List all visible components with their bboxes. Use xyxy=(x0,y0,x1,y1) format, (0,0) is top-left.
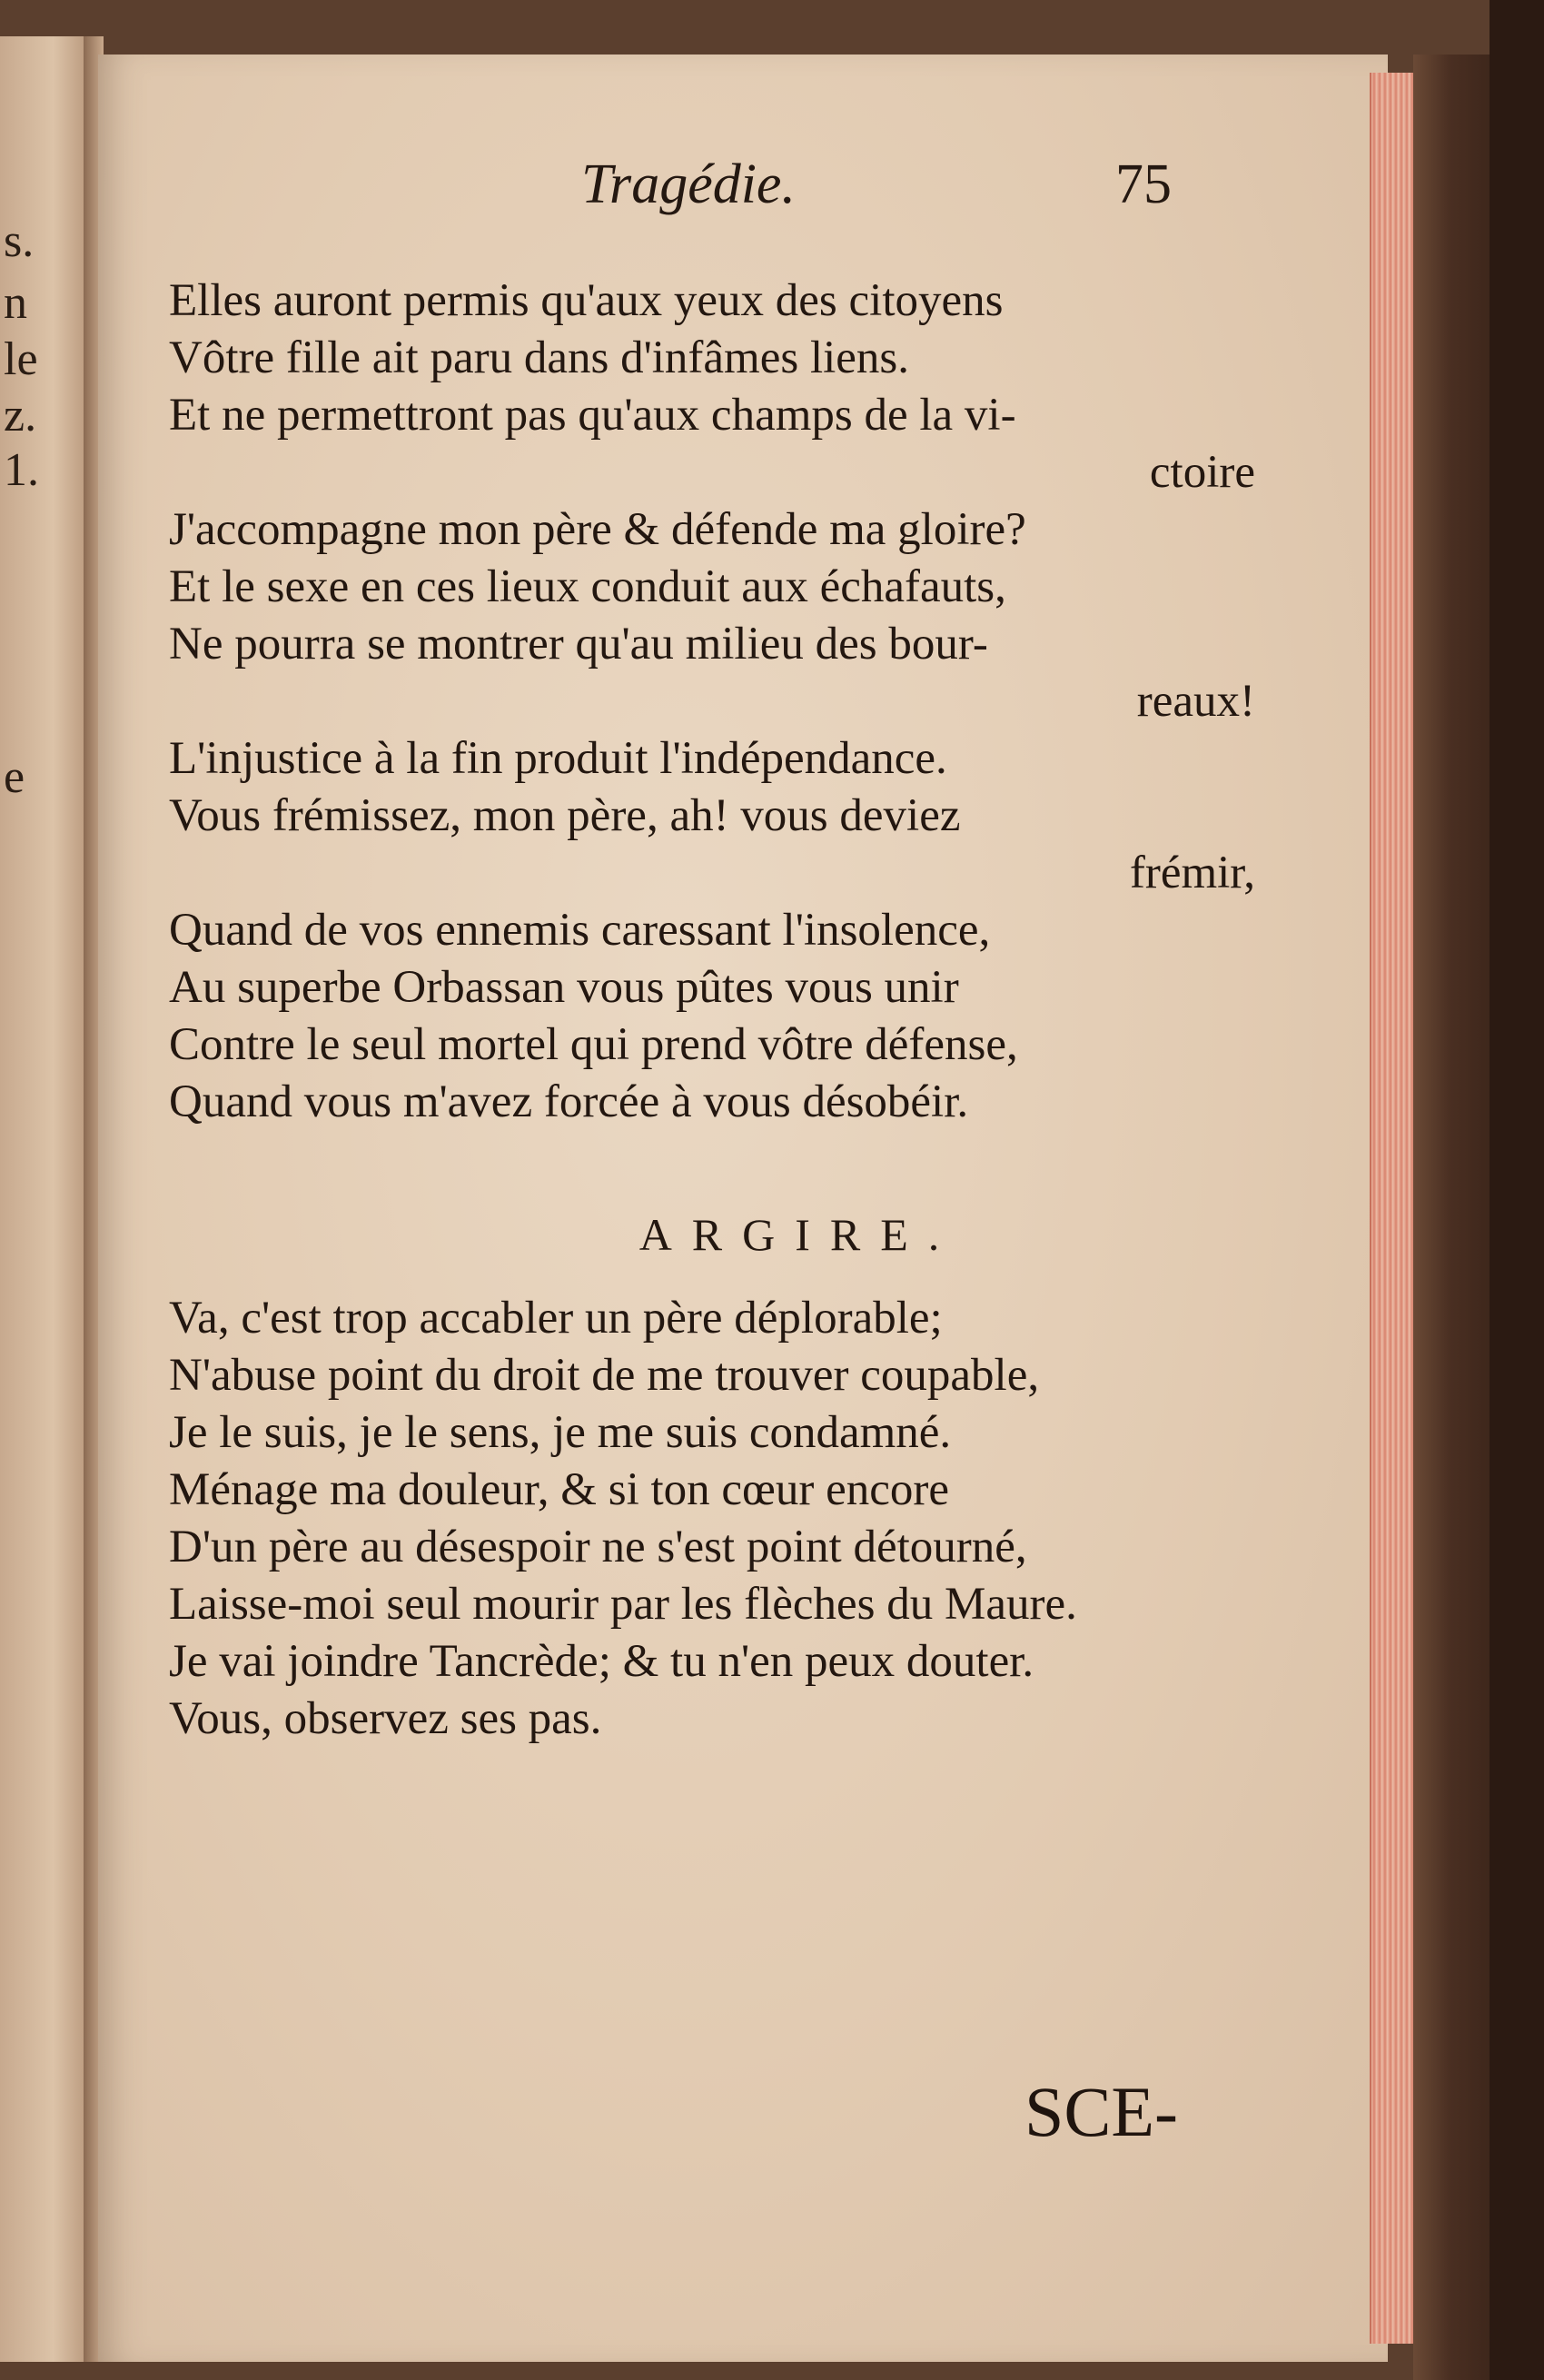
verse-line: Je vai joindre Tancrède; & tu n'en peux douter. xyxy=(169,1636,1034,1687)
verse-line: D'un père au désespoir ne s'est point détourné, xyxy=(169,1522,1027,1572)
verse-line: Vôtre fille ait paru dans d'infâmes liens. xyxy=(169,332,910,383)
verse-line: Ne pourra se montrer qu'au milieu des bour- xyxy=(169,619,988,669)
verse-line: Et le sexe en ces lieux conduit aux échafauts, xyxy=(169,561,1006,612)
facing-page-strip xyxy=(0,36,89,2362)
verse-line: Vous, observez ses pas. xyxy=(169,1693,602,1744)
verse-line: Laisse-moi seul mourir par les flèches du Maure. xyxy=(169,1579,1077,1630)
verse-line: Au superbe Orbassan vous pûtes vous unir xyxy=(169,962,959,1013)
verse-line: L'injustice à la fin produit l'indépendance. xyxy=(169,733,947,784)
facing-page-fragment: 1. xyxy=(4,444,39,496)
facing-page-fragment: n xyxy=(4,277,27,329)
page-number: 75 xyxy=(1115,154,1172,215)
verse-line: N'abuse point du droit de me trouver coupable, xyxy=(169,1350,1040,1401)
verse-stanza-2 xyxy=(169,1290,1268,1748)
facing-page-fragment: z. xyxy=(4,390,37,441)
verse-line-continuation: reaux! xyxy=(1136,676,1255,727)
facing-page-fragment: s. xyxy=(4,215,35,267)
verse-line: Je le suis, je le sens, je me suis condamné. xyxy=(169,1407,952,1458)
facing-page-fragment: le xyxy=(4,333,38,385)
verse-line: Quand de vos ennemis caressant l'insolence, xyxy=(169,905,991,956)
verse-line: Elles auront permis qu'aux yeux des citoyens xyxy=(169,275,1004,326)
speaker-name: ARGIRE. xyxy=(638,1209,960,1260)
verse-line: Contre le seul mortel qui prend vôtre défense, xyxy=(169,1019,1018,1070)
verse-line: Quand vous m'avez forcée à vous désobéir. xyxy=(169,1076,969,1127)
verse-stanza-1 xyxy=(169,273,1268,1131)
verse-line-continuation: frémir, xyxy=(1129,848,1255,898)
background-edge xyxy=(1490,0,1544,2380)
facing-page-fragment: e xyxy=(4,751,25,803)
verse-line: Ménage ma douleur, & si ton cœur encore xyxy=(169,1464,950,1515)
running-head: Tragédie. xyxy=(581,154,796,215)
verse-line: J'accompagne mon père & défende ma gloire? xyxy=(169,504,1026,555)
verse-line: Va, c'est trop accabler un père déplorable; xyxy=(169,1293,943,1344)
verse-line: Et ne permettront pas qu'aux champs de la vi- xyxy=(169,390,1016,441)
verse-line-continuation: ctoire xyxy=(1149,447,1255,498)
verse-line: Vous frémissez, mon père, ah! vous deviez xyxy=(169,790,961,841)
catchword: SCE- xyxy=(1024,2072,1179,2151)
